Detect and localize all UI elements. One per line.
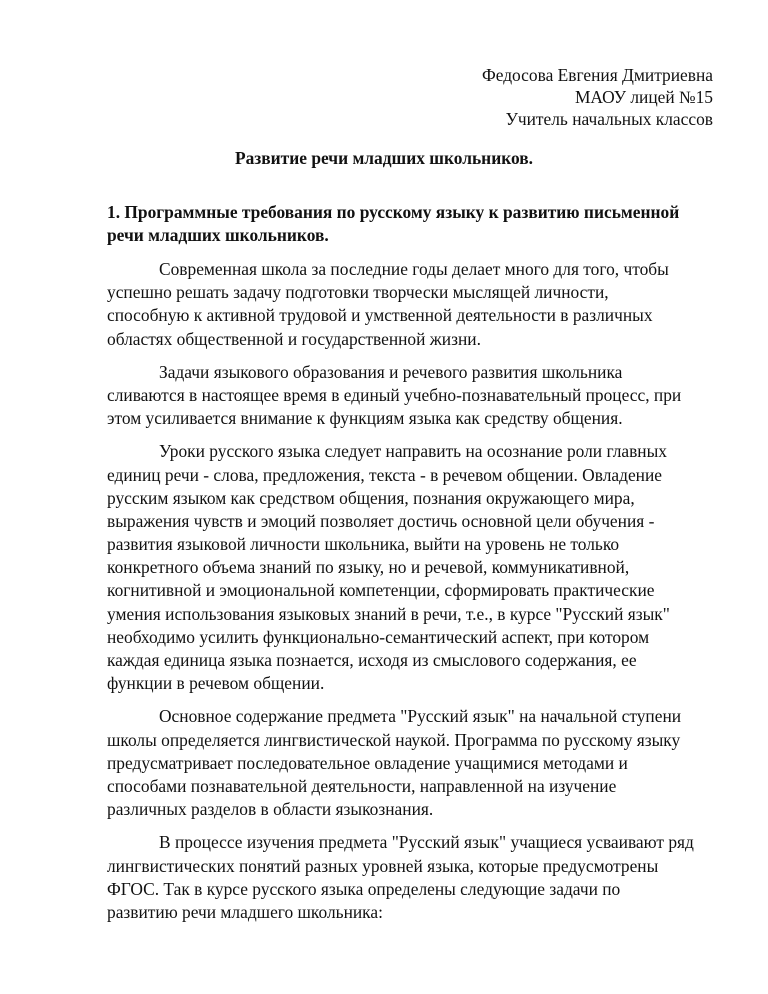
text-line: способную к активной трудовой и умственной деятельности в различных [107, 305, 653, 326]
section-heading [107, 201, 707, 247]
author-block [482, 64, 713, 130]
text-line: успешно решать задачу подготовки творчески мыслящей личности, [107, 282, 609, 303]
section-heading-line: 1. Программные требования по русскому языку к развитию письменной [107, 202, 680, 222]
text-line: Современная школа за последние годы делает много для того, чтобы [159, 259, 669, 279]
author-school: МАОУ лицей №15 [574, 87, 713, 107]
author-position: Учитель начальных классов [505, 109, 713, 129]
text-line: развитию речи младшего школьника: [107, 901, 383, 922]
text-line: предусматривает последовательное овладение учащимися методами и [107, 752, 628, 773]
text-line: когнитивной и эмоциональной компетенции, сформировать практические [107, 580, 655, 601]
text-line: В процессе изучения предмета "Русский язык" учащиеся усваивают ряд [159, 832, 694, 853]
paragraph-1 [107, 258, 727, 351]
text-line: выражения чувств и эмоций позволяет достичь основной цели обучения - [107, 510, 655, 531]
paragraph-4 [107, 705, 727, 821]
text-line: единиц речи - слова, предложения, текста - в речевом общении. Овладение [107, 464, 663, 485]
paragraph-3 [107, 440, 727, 695]
text-line: Основное содержание предмета "Русский язык" на начальной ступени [159, 706, 682, 727]
text-line: способами познавательной деятельности, направленной на изучение [107, 775, 617, 796]
text-line: Уроки русского языка следует направить на осознание роли главных [159, 441, 667, 462]
paragraph-2 [107, 361, 727, 431]
text-line: Задачи языкового образования и речевого развития школьника [159, 361, 623, 382]
section-heading-line: речи младших школьников. [107, 225, 329, 245]
text-line: развития языковой личности школьника, выйти на уровень не только [107, 534, 620, 555]
text-line: этом усиливается внимание к функциям языка как средству общения. [107, 408, 623, 429]
text-line: каждая единица языка познается, исходя из смыслового содержания, ее [107, 650, 637, 670]
text-line: необходимо усилить функционально-семантический аспект, при котором [107, 626, 650, 647]
document-title: Развитие речи младших школьников. [234, 148, 534, 168]
author-name: Федосова Евгения Дмитриевна [481, 65, 713, 85]
text-line: ФГОС. Так в курсе русского языка определены следующие задачи по [107, 878, 621, 899]
text-line: сливаются в настоящее время в единый учебно-познавательный процесс, при [107, 384, 682, 405]
paragraph-5 [107, 831, 727, 924]
text-line: русским языком как средством общения, познания окружающего мира, [107, 487, 635, 508]
text-line: школы определяется лингвистической наукой. Программа по русскому языку [107, 729, 681, 750]
text-line: лингвистических понятий разных уровней языка, которые предусмотрены [107, 855, 659, 876]
text-line: областях общественной и государственной жизни. [107, 328, 481, 349]
text-line: конкретного объема знаний по языку, но и речевой, коммуникативной, [107, 557, 630, 578]
text-line: функции в речевом общении. [107, 673, 325, 694]
text-line: различных разделов в области языкознания. [107, 799, 434, 820]
document-body [107, 258, 727, 934]
text-line: умения использования языковых знаний в речи, т.е., в курсе "Русский язык" [107, 603, 670, 624]
